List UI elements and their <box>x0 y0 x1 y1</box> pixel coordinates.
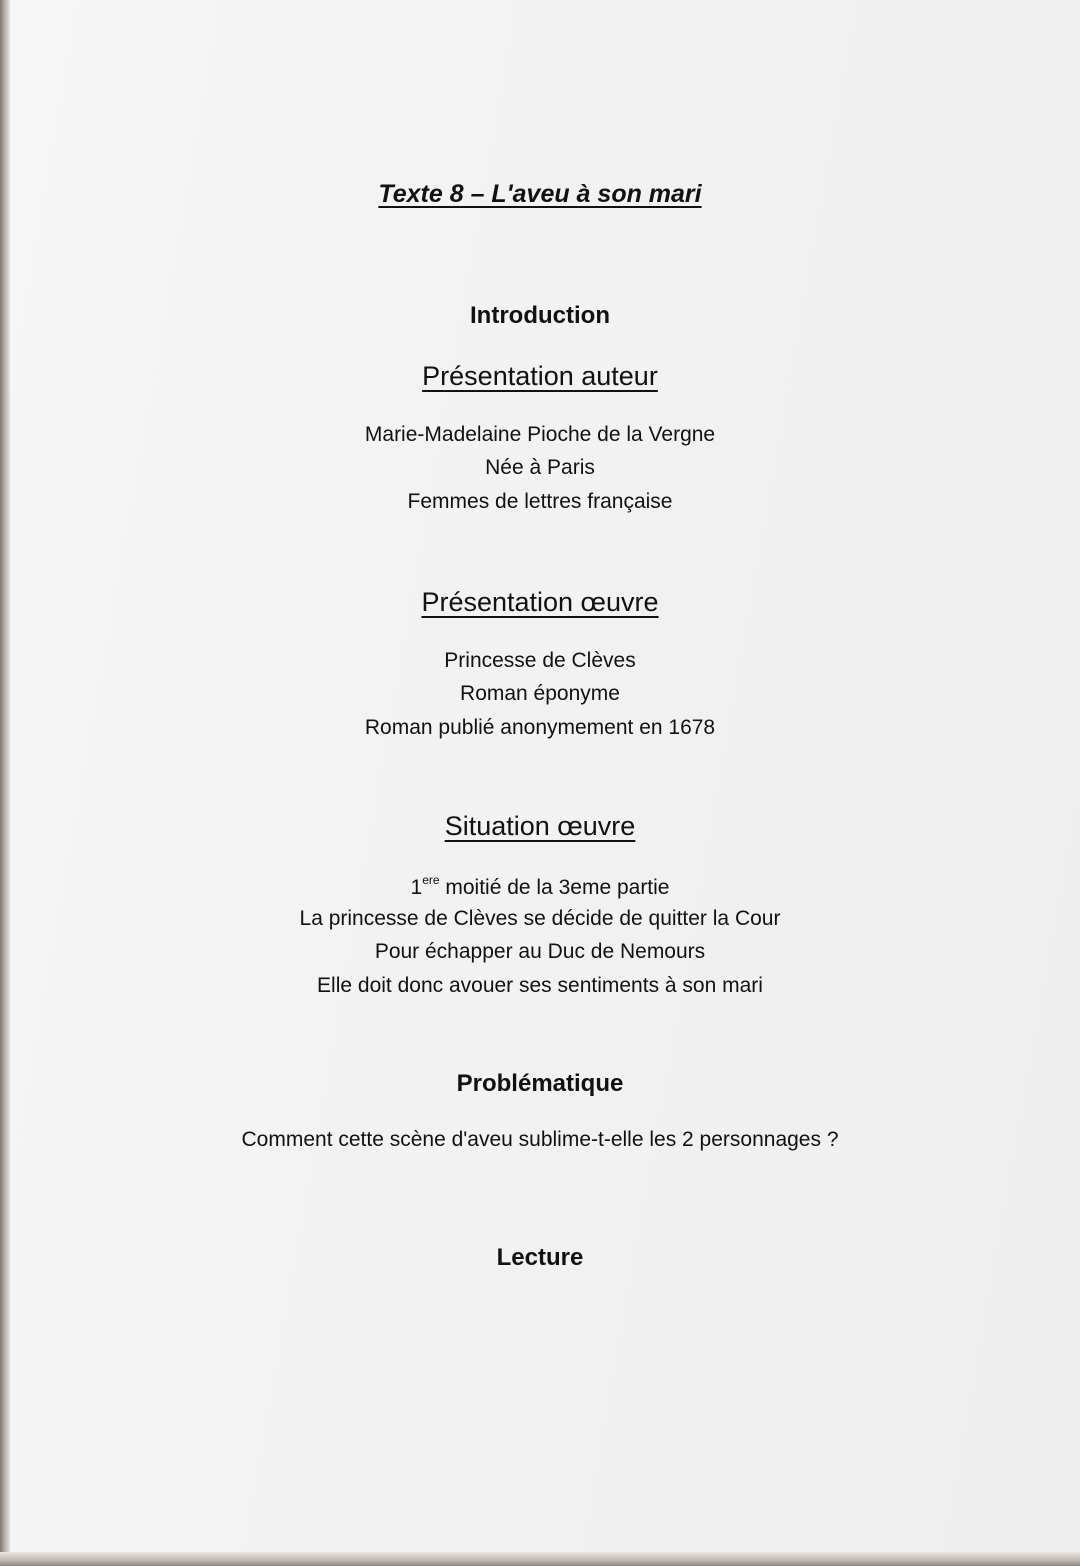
situation-line-3: Pour échapper au Duc de Nemours <box>374 940 706 963</box>
situation-heading: Situation œuvre <box>444 811 636 841</box>
situation-line-1 <box>0 873 1080 900</box>
problematique-heading: Problématique <box>456 1070 624 1097</box>
situation-line-4: Elle doit donc avouer ses sentiments à son mari <box>317 974 763 997</box>
problematique-question: Comment cette scène d'aveu sublime-t-elle les 2 personnages ? <box>241 1128 839 1151</box>
oeuvre-line-3: Roman publié anonymement en 1678 <box>364 716 716 739</box>
situation-line-1-text: moitié de la 3eme partie <box>439 876 670 899</box>
oeuvre-line-1: Princesse de Clèves <box>444 649 636 672</box>
paper-edge-left <box>0 0 10 1566</box>
lecture-heading: Lecture <box>496 1244 584 1271</box>
situation-line-1-number: 1 <box>410 876 423 899</box>
situation-line-1-superscript: ere <box>422 873 440 887</box>
document-title: Texte 8 – L'aveu à son mari <box>378 180 702 208</box>
oeuvre-line-2: Roman éponyme <box>460 682 620 705</box>
paper-edge-bottom <box>0 1552 1080 1566</box>
auteur-line-1: Marie-Madelaine Pioche de la Vergne <box>364 423 716 446</box>
auteur-heading: Présentation auteur <box>422 361 658 391</box>
auteur-line-2: Née à Paris <box>485 456 595 479</box>
introduction-heading: Introduction <box>470 302 610 329</box>
situation-line-2: La princesse de Clèves se décide de quitter la Cour <box>299 907 781 930</box>
auteur-line-3: Femmes de lettres française <box>407 490 673 513</box>
oeuvre-heading: Présentation œuvre <box>421 587 659 617</box>
